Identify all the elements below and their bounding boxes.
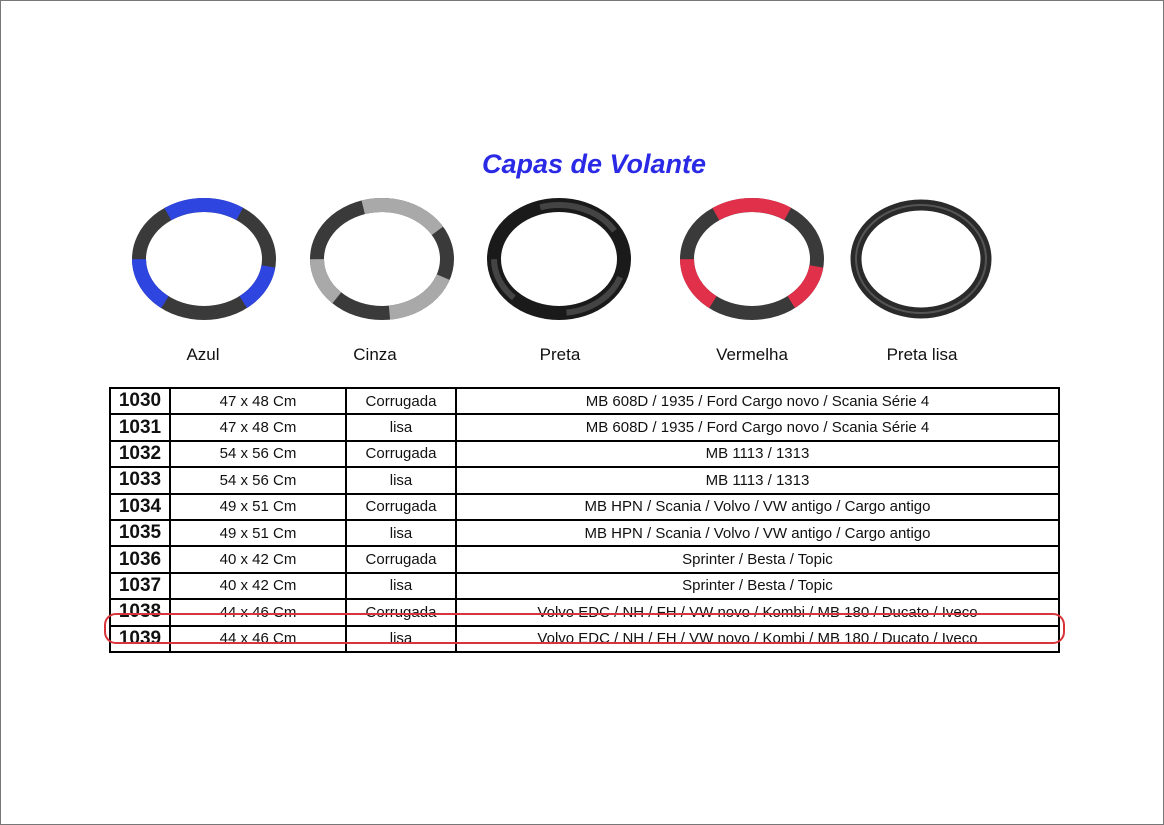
table-row [110,494,1059,520]
cell-size: 44 x 46 Cm [170,626,346,652]
variant-label: Preta [539,345,581,364]
cell-code: 1035 [110,520,170,546]
highlight-row-1038 [104,613,1065,644]
cell-size: 47 x 48 Cm [170,388,346,414]
cell-models: Sprinter / Besta / Topic [456,546,1059,572]
steering-cover-preta-image [484,196,634,322]
cell-type: Corrugada [346,494,456,520]
cell-size: 49 x 51 Cm [170,520,346,546]
cell-models: Volvo EDC / NH / FH / VW novo / Kombi / MB 180 / Ducato / Iveco [456,599,1059,625]
cell-size: 54 x 56 Cm [170,467,346,493]
cell-models: MB HPN / Scania / Volvo / VW antigo / Cargo antigo [456,520,1059,546]
table-row [110,467,1059,493]
variant-label: Preta lisa [886,345,958,364]
cell-type: lisa [346,626,456,652]
cell-models: MB 608D / 1935 / Ford Cargo novo / Scania Série 4 [456,414,1059,440]
cell-type: Corrugada [346,388,456,414]
cell-code: 1036 [110,546,170,572]
page-title: Capas de Volante [481,149,707,179]
cell-type: lisa [346,467,456,493]
variant-label: Cinza [353,345,397,364]
cell-code: 1030 [110,388,170,414]
cell-models: MB HPN / Scania / Volvo / VW antigo / Cargo antigo [456,494,1059,520]
cell-type: Corrugada [346,441,456,467]
cell-models: MB 608D / 1935 / Ford Cargo novo / Scania Série 4 [456,388,1059,414]
cell-models: Volvo EDC / NH / FH / VW novo / Kombi / MB 180 / Ducato / Iveco [456,626,1059,652]
cell-size: 40 x 42 Cm [170,546,346,572]
steering-cover-preta-lisa-image [846,196,996,322]
steering-cover-vermelha-image [677,196,827,322]
cell-size: 40 x 42 Cm [170,573,346,599]
cell-size: 54 x 56 Cm [170,441,346,467]
cell-size: 49 x 51 Cm [170,494,346,520]
cell-code: 1034 [110,494,170,520]
cell-models: Sprinter / Besta / Topic [456,573,1059,599]
cell-size: 44 x 46 Cm [170,599,346,625]
cell-code: 1033 [110,467,170,493]
cell-type: Corrugada [346,599,456,625]
cell-code: 1037 [110,573,170,599]
table-row [110,520,1059,546]
cell-code: 1039 [110,626,170,652]
cell-code: 1031 [110,414,170,440]
cell-code: 1032 [110,441,170,467]
cell-type: lisa [346,573,456,599]
cell-code: 1038 [110,599,170,625]
cell-type: Corrugada [346,546,456,572]
table-row [110,414,1059,440]
steering-cover-cinza-image [307,196,457,322]
table-row [110,546,1059,572]
steering-cover-azul-image [129,196,279,322]
table-row [110,441,1059,467]
table-row [110,388,1059,414]
cell-size: 47 x 48 Cm [170,414,346,440]
variant-label: Azul [186,345,220,364]
cell-models: MB 1113 / 1313 [456,441,1059,467]
table-row [110,573,1059,599]
cell-type: lisa [346,520,456,546]
cell-type: lisa [346,414,456,440]
variant-label: Vermelha [716,345,788,364]
cell-models: MB 1113 / 1313 [456,467,1059,493]
